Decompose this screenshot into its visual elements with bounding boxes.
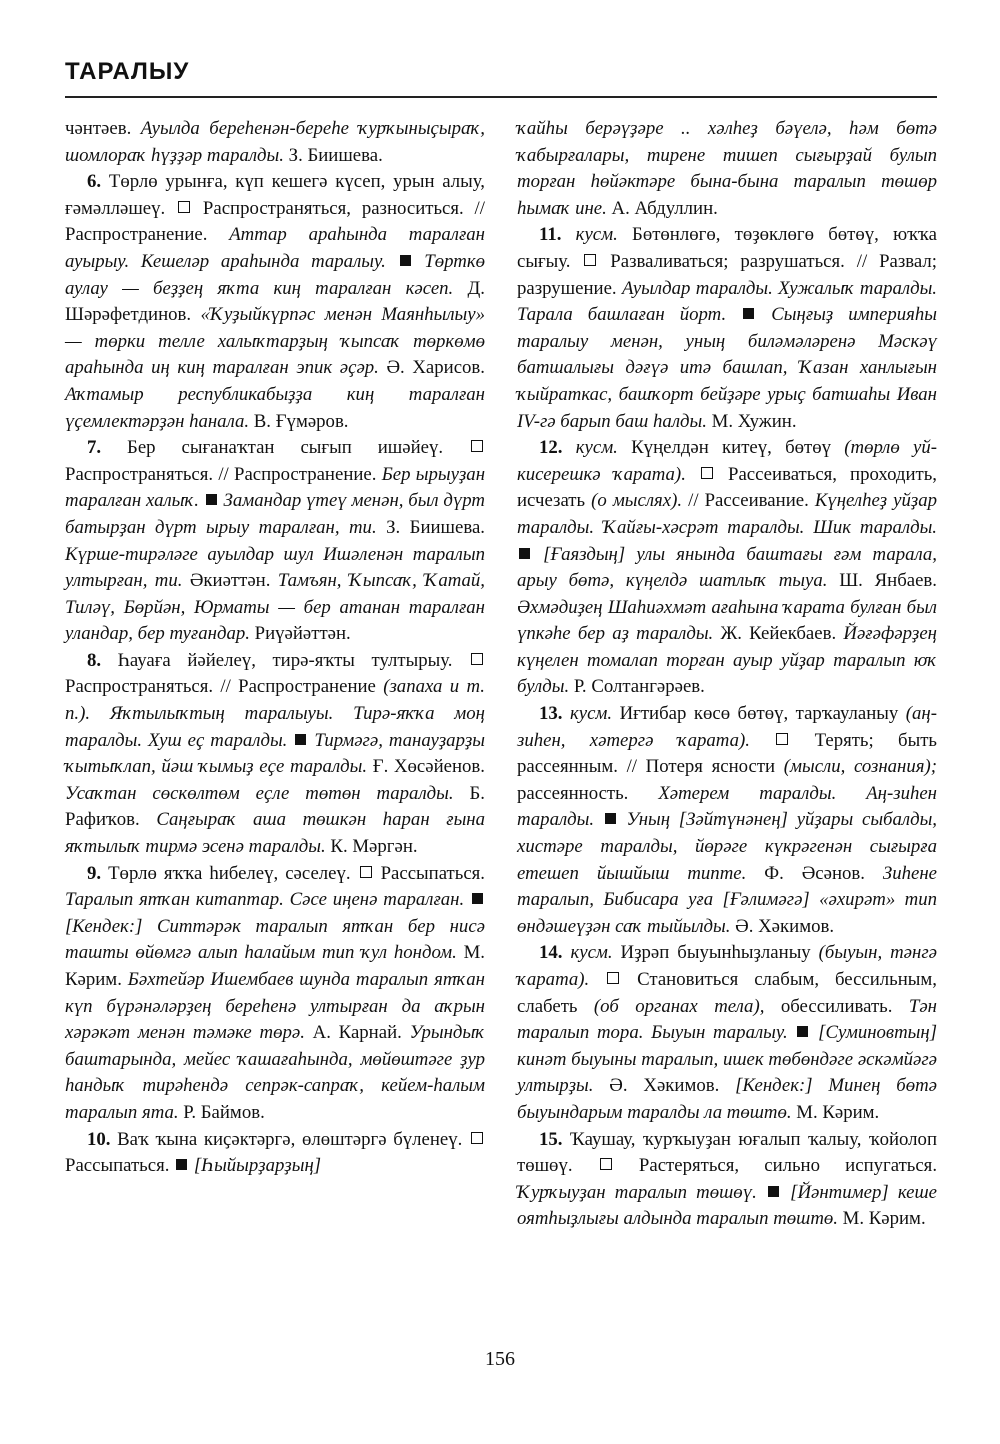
- author: Д. Шәрәфетдинов.: [65, 277, 485, 326]
- sense-number: 10.: [87, 1128, 111, 1150]
- example: «Ҡуҙыйкүрпәс менән Маянһылыу» — төрки телле халыҡтарҙың ҡыпсаҡ төркөмө араһында иң киң таралған эпик әҫәр.: [65, 304, 485, 379]
- usage-note: (мысли, сознания);: [783, 756, 937, 778]
- example: Аттар араһында таралған ауырыу. Кешеләр араһында таралыу.: [65, 224, 485, 272]
- sense-number: 8.: [87, 649, 102, 671]
- example: Ауылдар таралды. Хужалыҡ таралды. Тарала башлаған йорт.: [517, 277, 937, 326]
- translation: // Рассеивание.: [682, 490, 815, 512]
- text: чәнтәев.: [65, 118, 141, 139]
- example: Күңелһеҙ уйҙар таралды. Ҡайғы-хәсрәт таралды. Шик таралды.: [517, 490, 938, 538]
- usage-note: (запаха и т. п.).: [65, 676, 485, 725]
- translation: Терять; быть рассеянным. // Потеря ясности: [517, 729, 937, 778]
- example: Таралып ятҡан китаптар. Сәсе иңенә таралған.: [65, 889, 470, 911]
- sense-9: [65, 861, 485, 1127]
- definition: Бер сығанаҡтан сығып ишәйеү.: [101, 437, 469, 459]
- header-rule: [65, 96, 937, 98]
- grammar-label: кусм.: [562, 703, 613, 725]
- quotation-marker-icon: [743, 308, 754, 319]
- sense-number: 9.: [87, 862, 102, 884]
- sense-number: 11.: [539, 224, 562, 246]
- sense-8: [65, 648, 485, 861]
- example: [Һыйырҙарҙың]: [189, 1155, 322, 1177]
- example: Төрткө аулау — беҙҙең яҡта киң таралған кәсеп.: [65, 250, 486, 299]
- author: М. Хужин.: [706, 410, 797, 432]
- quotation-marker-icon: [768, 1186, 779, 1197]
- example: [Йәнтимер] кеше оятһыҙлығы алдында таралып төштө.: [517, 1181, 937, 1230]
- example: Ҡурҡыуҙан таралып төшөү.: [517, 1181, 766, 1203]
- translation: обессиливать.: [764, 995, 909, 1017]
- example: Тирмәгә, танауҙарҙы ҡытыҡлап, йәш ҡымыҙ еҫе таралды.: [65, 729, 486, 778]
- definition: Иҙрәп быуынһыҙланыу: [612, 942, 819, 964]
- example: Тамъян, Ҡыпсаҡ, Ҡатай, Тиләү, Бөрйән, Юрматы — бер атанан таралған уландар, бер туғандар.: [65, 570, 485, 645]
- sense-7: [65, 435, 485, 648]
- example: Йәғәфәрҙең күңелен томалап торған ауыр уйҙар таралып юҡ булды.: [517, 623, 937, 698]
- right-column: [517, 116, 937, 1233]
- example: [Кендек:] Минең бөтә быуындарым таралды ла төштө.: [517, 1075, 937, 1123]
- sense-6: [65, 169, 485, 435]
- author: Ш. Янбаев.: [827, 570, 937, 592]
- sense-14: [517, 940, 937, 1126]
- sense-12: [517, 435, 937, 701]
- translation: Распространяться. // Распространение: [65, 676, 384, 698]
- example: Аҡтамыр республикабыҙҙа киң таралған үҫемлектәрҙән һанала.: [65, 383, 485, 432]
- page-number: 156: [485, 1348, 515, 1370]
- author: М. Кәрим.: [65, 942, 485, 990]
- quotation-marker-icon: [605, 813, 616, 824]
- quotation-marker-icon: [400, 255, 411, 266]
- example: Сыңғыҙ империяһы таралыу менән, уның биләмәләренә Мәскәү батшалығы дәғүә итә башлап, Ҡазан ханлығын ҡыйраткас, башҡорт бейҙәре урыҫ батшаһы Иван IV-гә барып баш һалды.: [517, 304, 937, 432]
- usage-note: (о мыслях).: [591, 490, 683, 512]
- example: Саңғыраҡ аша төшкән һаран ғына яҡтылыҡ тирмә эсенә таралды.: [65, 809, 485, 858]
- translation: Разваливаться; разрушаться. // Развал; разрушение.: [517, 250, 937, 299]
- example: [Кендек:] Ситтәрәк таралып ятҡан бер нисә ташты өйөмгә алып һалайым тип ҡул һондом.: [65, 915, 485, 964]
- example: Яҡтылыҡтың таралыуы. Тирә-яҡҡа моң таралды. Хуш еҫ таралды.: [65, 703, 485, 751]
- author: В. Ғүмәров.: [249, 410, 349, 432]
- left-column: [65, 116, 485, 1180]
- example: Бәхтейәр Ишембаев шунда таралып ятҡан күп бүрәнәләрҙең береһенә ултырған да аҡрын хәрәкәт менән тәмәке төрә.: [65, 969, 485, 1044]
- translation-marker-icon: [178, 201, 190, 213]
- example: [Ғаяздың] улы янында баштағы ғәм тарала, арыу бөтә, күңелдә шатлыҡ тыуа.: [517, 543, 937, 592]
- sense-10: [65, 1127, 485, 1180]
- example: Тән таралып тора. Быуын таралыу.: [517, 995, 937, 1044]
- sense-number: 12.: [539, 437, 563, 459]
- translation-marker-icon: [607, 972, 619, 984]
- author: З. Биишева.: [376, 516, 485, 538]
- running-header: ТАРАЛЫУ: [65, 58, 190, 85]
- quotation-marker-icon: [206, 494, 217, 505]
- author: Риүәйәттән.: [249, 623, 351, 645]
- definition: Күңелдән китеү, бөтөү: [617, 437, 845, 459]
- sense-15: [517, 1127, 937, 1233]
- entry-continuation: [65, 116, 485, 169]
- author: Р. Солтангәрәев.: [569, 676, 705, 698]
- translation-marker-icon: [471, 1132, 483, 1144]
- example: Бер ырыуҙан таралған халыҡ.: [65, 463, 486, 512]
- example: Усаҡтан сөскөлтөм еҫле төтөн таралды.: [65, 782, 454, 804]
- sense-13: [517, 701, 937, 940]
- author: Әкиәттән.: [182, 570, 278, 592]
- grammar-label: кусм.: [562, 437, 618, 459]
- quotation-marker-icon: [797, 1026, 808, 1037]
- example: [Суминовтың] кинәт быуыны таралып, ишек төбөндәге әскәмйәгә ултырҙы.: [517, 1022, 937, 1097]
- example: Урындыҡ баштарында, мейес ҡашағаһында, мөйөштәге ҙур һандыҡ тирәһендә сепрәк-сапраҡ, кейем-һалым таралып ята.: [65, 1022, 486, 1123]
- quotation-marker-icon: [295, 734, 306, 745]
- author: А. Карнай.: [304, 1022, 410, 1044]
- sense-number: 6.: [87, 171, 102, 193]
- quotation-marker-icon: [519, 548, 530, 559]
- example: Ауылда береһенән-береһе ҡурҡыныҫыраҡ, шомлораҡ һүҙҙәр таралды.: [65, 118, 485, 166]
- sense-number: 7.: [87, 437, 102, 459]
- definition: Һауаға йәйелеү, тирә-яҡты тултырыу.: [101, 649, 469, 671]
- definition: Иғтибар көсө бөтөү, тарҡауланыу: [612, 703, 906, 725]
- author: Ә. Харисов.: [378, 357, 485, 379]
- author: З. Биишева.: [283, 144, 383, 166]
- definition: Ваҡ ҡына киҫәктәргә, өлөштәргә бүленеү.: [110, 1128, 469, 1150]
- author: Ғ. Хөсәйенов.: [367, 756, 485, 778]
- translation-marker-icon: [471, 653, 483, 665]
- author: А. Абдуллин.: [606, 197, 718, 219]
- translation-marker-icon: [776, 733, 788, 745]
- definition: Төрлө урынға, күп кешегә күсеп, урын алыу, ғәмәлләшеү.: [65, 171, 485, 219]
- author: Ә. Хәкимов.: [593, 1075, 736, 1097]
- translation: Становиться слабым, бессильным, слабеть: [517, 969, 937, 1017]
- author: Б. Рафиҡов.: [65, 782, 485, 831]
- translation-marker-icon: [701, 467, 713, 479]
- grammar-label: кусм.: [561, 224, 618, 246]
- definition: Бөтөнлөгө, төҙөклөгө бөтөү, юҡҡа сығыу.: [517, 224, 937, 272]
- usage-note: (быуын, тәнгә ҡарата).: [517, 942, 937, 990]
- translation: Рассыпаться.: [373, 862, 485, 884]
- example: Хәтерем таралды. Аң-зиһен таралды.: [517, 782, 937, 831]
- definition: Ҡаушау, ҡурҡыуҙан юғалып ҡалыу, ҡойолоп төшөү.: [517, 1128, 937, 1177]
- definition: Төрлө яҡҡа һибелеү, сәселеү.: [101, 862, 358, 884]
- author: Ф. Әсәнов.: [746, 862, 883, 884]
- author: М. Кәрим.: [837, 1208, 926, 1230]
- translation: Рассеиваться, проходить, исчезать: [517, 463, 938, 512]
- author: К. Мәргән.: [325, 836, 418, 858]
- sense-11: [517, 222, 937, 435]
- sense-number: 13.: [539, 703, 563, 725]
- entry-continuation: [517, 116, 937, 222]
- translation: Рассыпаться.: [65, 1155, 175, 1177]
- grammar-label: кусм.: [562, 942, 613, 964]
- translation: Растеряться, сильно испугаться.: [613, 1155, 938, 1177]
- translation-marker-icon: [600, 1158, 612, 1170]
- sense-number: 15.: [539, 1128, 563, 1150]
- example: ҡайһы берәүҙәре .. хәлһеҙ бәүелә, һәм бөтә ҡабырғалары, тирене тишеп сығырҙай булып торған һөйәктәре бына-бына таралып төшөр һымаҡ ине.: [517, 118, 937, 219]
- example: Әхмәдиҙең Шаһиәхмәт ағаһына ҡарата булған был үпкәһе бер аҙ таралды.: [517, 596, 937, 645]
- translation: Распространяться, разноситься. // Распространение.: [65, 197, 485, 246]
- example: Зиһене таралып, Бибисара уға [Ғәлимәгә] «әхирәт» тип өндәшеүҙән саҡ тыйылды.: [517, 862, 937, 937]
- usage-note: (об органах тела),: [593, 995, 765, 1017]
- author: М. Кәрим.: [791, 1101, 880, 1123]
- translation-marker-icon: [360, 866, 372, 878]
- usage-note: (аң-зиһен, хәтергә ҡарата).: [517, 703, 937, 751]
- example: Уның [Зәйтүнәнең] уйҙары сыбалды, хистәре таралды, йөрәге күкрәгенән сығырға етешеп йышйыш типте.: [517, 809, 937, 884]
- translation-marker-icon: [584, 254, 596, 266]
- translation: Распространяться. // Распространение.: [65, 463, 382, 485]
- sense-number: 14.: [539, 942, 563, 964]
- example: Замандар үтеү менән, был дүрт батырҙан дүрт ырыу таралған, ти.: [65, 490, 485, 538]
- quotation-marker-icon: [472, 893, 483, 904]
- translation-marker-icon: [471, 440, 483, 452]
- author: Ж. Кейекбаев.: [713, 623, 844, 645]
- author: Р. Баймов.: [178, 1101, 265, 1123]
- translation: рассеянность.: [517, 782, 659, 804]
- example: Күрше-тирәләге ауылдар шул Ишәленән таралып ултырған, ти.: [65, 543, 485, 592]
- quotation-marker-icon: [176, 1159, 187, 1170]
- author: Ә. Хәкимов.: [730, 915, 835, 937]
- usage-note: (төрлө уй-кисерешкә ҡарата).: [517, 437, 937, 485]
